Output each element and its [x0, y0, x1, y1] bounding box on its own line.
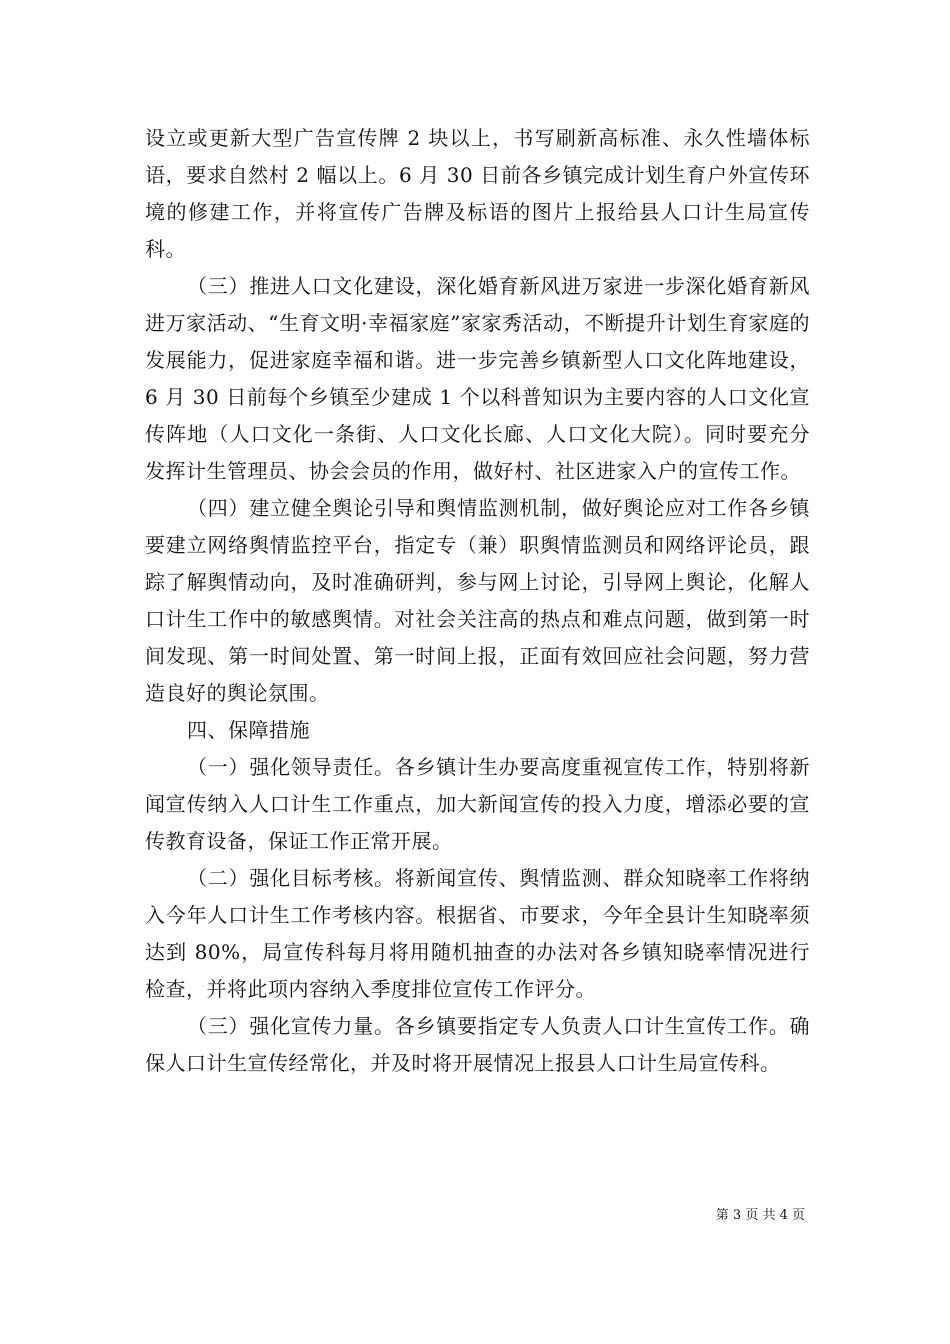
page-number: 第 3 页 共 4 页 [715, 1208, 805, 1223]
section-heading-safeguards: 四、保障措施 [187, 718, 310, 742]
paragraph-public-opinion: （四）建立健全舆论引导和舆情监测机制，做好舆论应对工作各乡镇要建立网络舆情监控平台，指定专（兼）职舆情监测员和网络评论员，跟踪了解舆情动向，及时准确研判，参与网上讨论，引导网上舆论，化解人口计生工作中的敏感舆情。对社会关注高的热点和难点问题，做到第一时间发现、第一时间处置、第一时间上报，正面有效回应社会问题，努力营造良好的舆论氛围。 [145, 496, 810, 705]
document-body [145, 120, 810, 1082]
paragraph-publicity-staff: （三）强化宣传力量。各乡镇要指定专人负责人口计生宣传工作。确保人口计生宣传经常化，并及时将开展情况上报县人口计生局宣传科。 [145, 1014, 810, 1075]
paragraph-population-culture: （三）推进人口文化建设，深化婚育新风进万家进一步深化婚育新风进万家活动、“生育文明·幸福家庭”家家秀活动，不断提升计划生育家庭的发展能力，促进家庭幸福和谐。进一步完善乡镇新型人口文化阵地建设，6 月 30 日前每个乡镇至少建成 1 个以科普知识为主要内容的人口文化宣传阵地（人口文化一条街、人口文化长廊、人口文化大院）。同时要充分发挥计生管理员、协会会员的作用，做好村、社区进家入户的宣传工作。 [145, 274, 810, 483]
paragraph-leadership: （一）强化领导责任。各乡镇计生办要高度重视宣传工作，特别将新闻宣传纳入人口计生工作重点，加大新闻宣传的投入力度，增添必要的宣传教育设备，保证工作正常开展。 [145, 755, 810, 853]
paragraph-assessment: （二）强化目标考核。将新闻宣传、舆情监测、群众知晓率工作将纳入今年人口计生工作考核内容。根据省、市要求，今年全县计生知晓率须达到 80%，局宣传科每月将用随机抽查的办法对各乡镇知晓率情况进行检查，并将此项内容纳入季度排位宣传工作评分。 [145, 866, 810, 1001]
paragraph-continued-signage: 设立或更新大型广告宣传牌 2 块以上，书写刷新高标准、永久性墙体标语，要求自然村 2 幅以上。6 月 30 日前各乡镇完成计划生育户外宣传环境的修建工作，并将宣传广告牌及标语的图片上报给县人口计生局宣传科。 [145, 126, 810, 261]
